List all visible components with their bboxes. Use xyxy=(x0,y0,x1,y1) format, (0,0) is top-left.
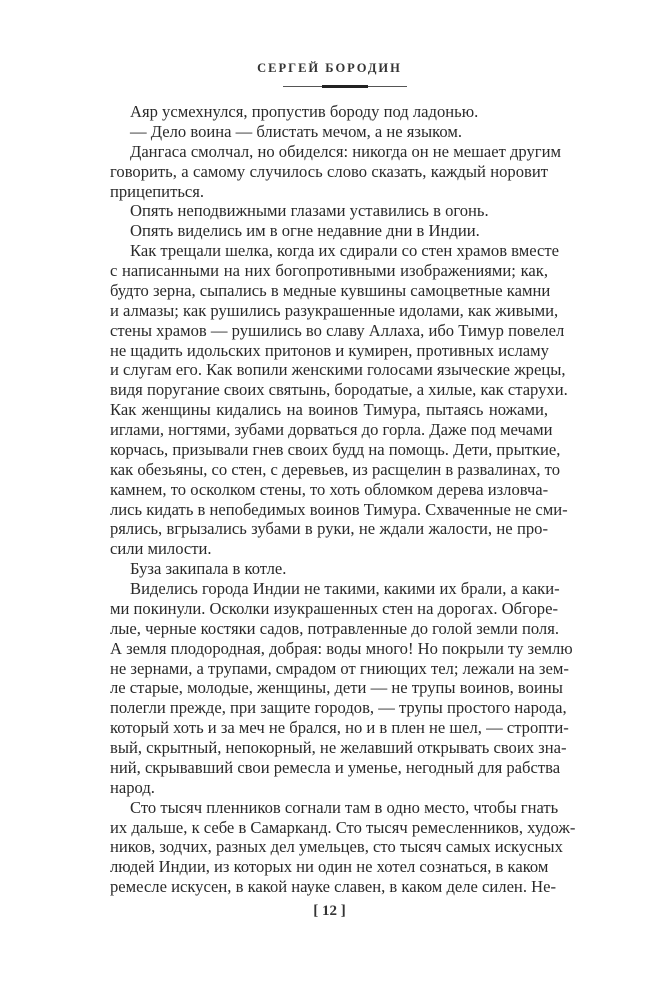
text-line: Дангаса смолчал, но обиделся: никогда он не мешает другим xyxy=(130,141,561,161)
text-line: А земля плодородная, добрая: воды много! Но покрыли ту землю xyxy=(110,638,573,658)
text-line: говорить, а самому случилось слово сказать, каждый норовит xyxy=(110,161,548,181)
text-line: лые, черные костяки садов, потравленные до голой земли поля. xyxy=(110,618,559,638)
text-line: с написанными на них богопротивными изображениями; как, xyxy=(110,261,548,280)
text-line: корчась, призывали гнев своих будд на помощь. Дети, прыткие, xyxy=(110,439,561,459)
text-line: который хоть и за меч не брался, но и в плен не шел, — стропти- xyxy=(110,718,569,738)
text-line: — Дело воина — блистать мечом, а не языком. xyxy=(130,121,462,141)
text-line: Как трещали шелка, когда их сдирали со стен храмов вместе xyxy=(130,241,559,261)
text-line: лись кидать в непобедимых воинов Тимура. Схваченные не сми- xyxy=(110,499,568,519)
text-line: рялись, вгрызались зубами в руки, не ждали жалости, не про- xyxy=(110,519,548,539)
text-line: прицепиться. xyxy=(110,181,205,201)
text-line: их дальше, к себе в Самарканд. Сто тысяч ремесленников, худож- xyxy=(110,817,576,837)
text-line: людей Индии, из которых ни один не хотел сознаться, в каком xyxy=(110,857,549,877)
page-body-text xyxy=(110,102,576,897)
text-line: иглами, ногтями, зубами дорваться до горла. Даже под мечами xyxy=(110,420,553,439)
text-line: вый, скрытный, непокорный, не желавший открывать своих зна- xyxy=(110,738,567,757)
text-line: полегли прежде, при защите городов, — трупы простого народа, xyxy=(110,698,567,718)
text-line: Буза закипала в котле. xyxy=(130,559,287,579)
page-number: [ 12 ] xyxy=(313,903,346,919)
text-line: ле старые, молодые, женщины, дети — не трупы воинов, воины xyxy=(110,678,563,698)
text-line: сили милости. xyxy=(110,539,212,559)
text-line: как обезьяны, со стен, с деревьев, из расщелин в развалинах, то xyxy=(110,459,561,479)
text-line: народ. xyxy=(110,777,155,797)
text-line: Опять неподвижными глазами уставились в огонь. xyxy=(130,201,489,221)
text-line: и алмазы; как рушились разукрашенные идолами, как живыми, xyxy=(110,300,559,320)
text-line: ми покинули. Осколки изукрашенных стен на дорогах. Обгоре- xyxy=(110,598,558,618)
text-line: ремесле искусен, в какой науке славен, в каком деле силен. Не- xyxy=(110,877,556,897)
text-line: Опять виделись им в огне недавние дни в Индии. xyxy=(130,221,480,241)
text-line: ников, зодчих, разных дел умельцев, сто тысяч самых искусных xyxy=(110,837,563,857)
text-line: не щадить идольских притонов и кумирен, противных исламу xyxy=(110,340,549,360)
text-line: видя поругание своих святынь, бородатые, а хилые, как старухи. xyxy=(110,380,568,400)
text-line: Виделись города Индии не такими, какими их брали, а каки- xyxy=(130,579,560,598)
header-rule-accent xyxy=(322,85,368,88)
text-line: будто зерна, сыпались в медные кувшины самоцветные камни xyxy=(110,280,551,300)
text-line: ний, скрывавший свои ремесла и уменье, негодный для рабства xyxy=(110,757,561,777)
running-header: СЕРГЕЙ БОРОДИН xyxy=(257,61,402,75)
text-line: стены храмов — рушились во славу Аллаха, ибо Тимур повелел xyxy=(110,320,565,340)
text-line: камнем, то осколком стены, то хоть обломком дерева изловча- xyxy=(110,479,549,499)
text-line: не зернами, а трупами, смрадом от гниющих тел; лежали на зем- xyxy=(110,658,569,678)
text-line: Сто тысяч пленников согнали там в одно место, чтобы гнать xyxy=(130,797,559,817)
text-line: и слугам его. Как вопили женскими голосами языческие жрецы, xyxy=(110,360,566,380)
text-line: Аяр усмехнулся, пропустив бороду под ладонью. xyxy=(130,102,479,121)
text-line: Как женщины кидались на воинов Тимура, пытаясь ножами, xyxy=(110,400,548,420)
